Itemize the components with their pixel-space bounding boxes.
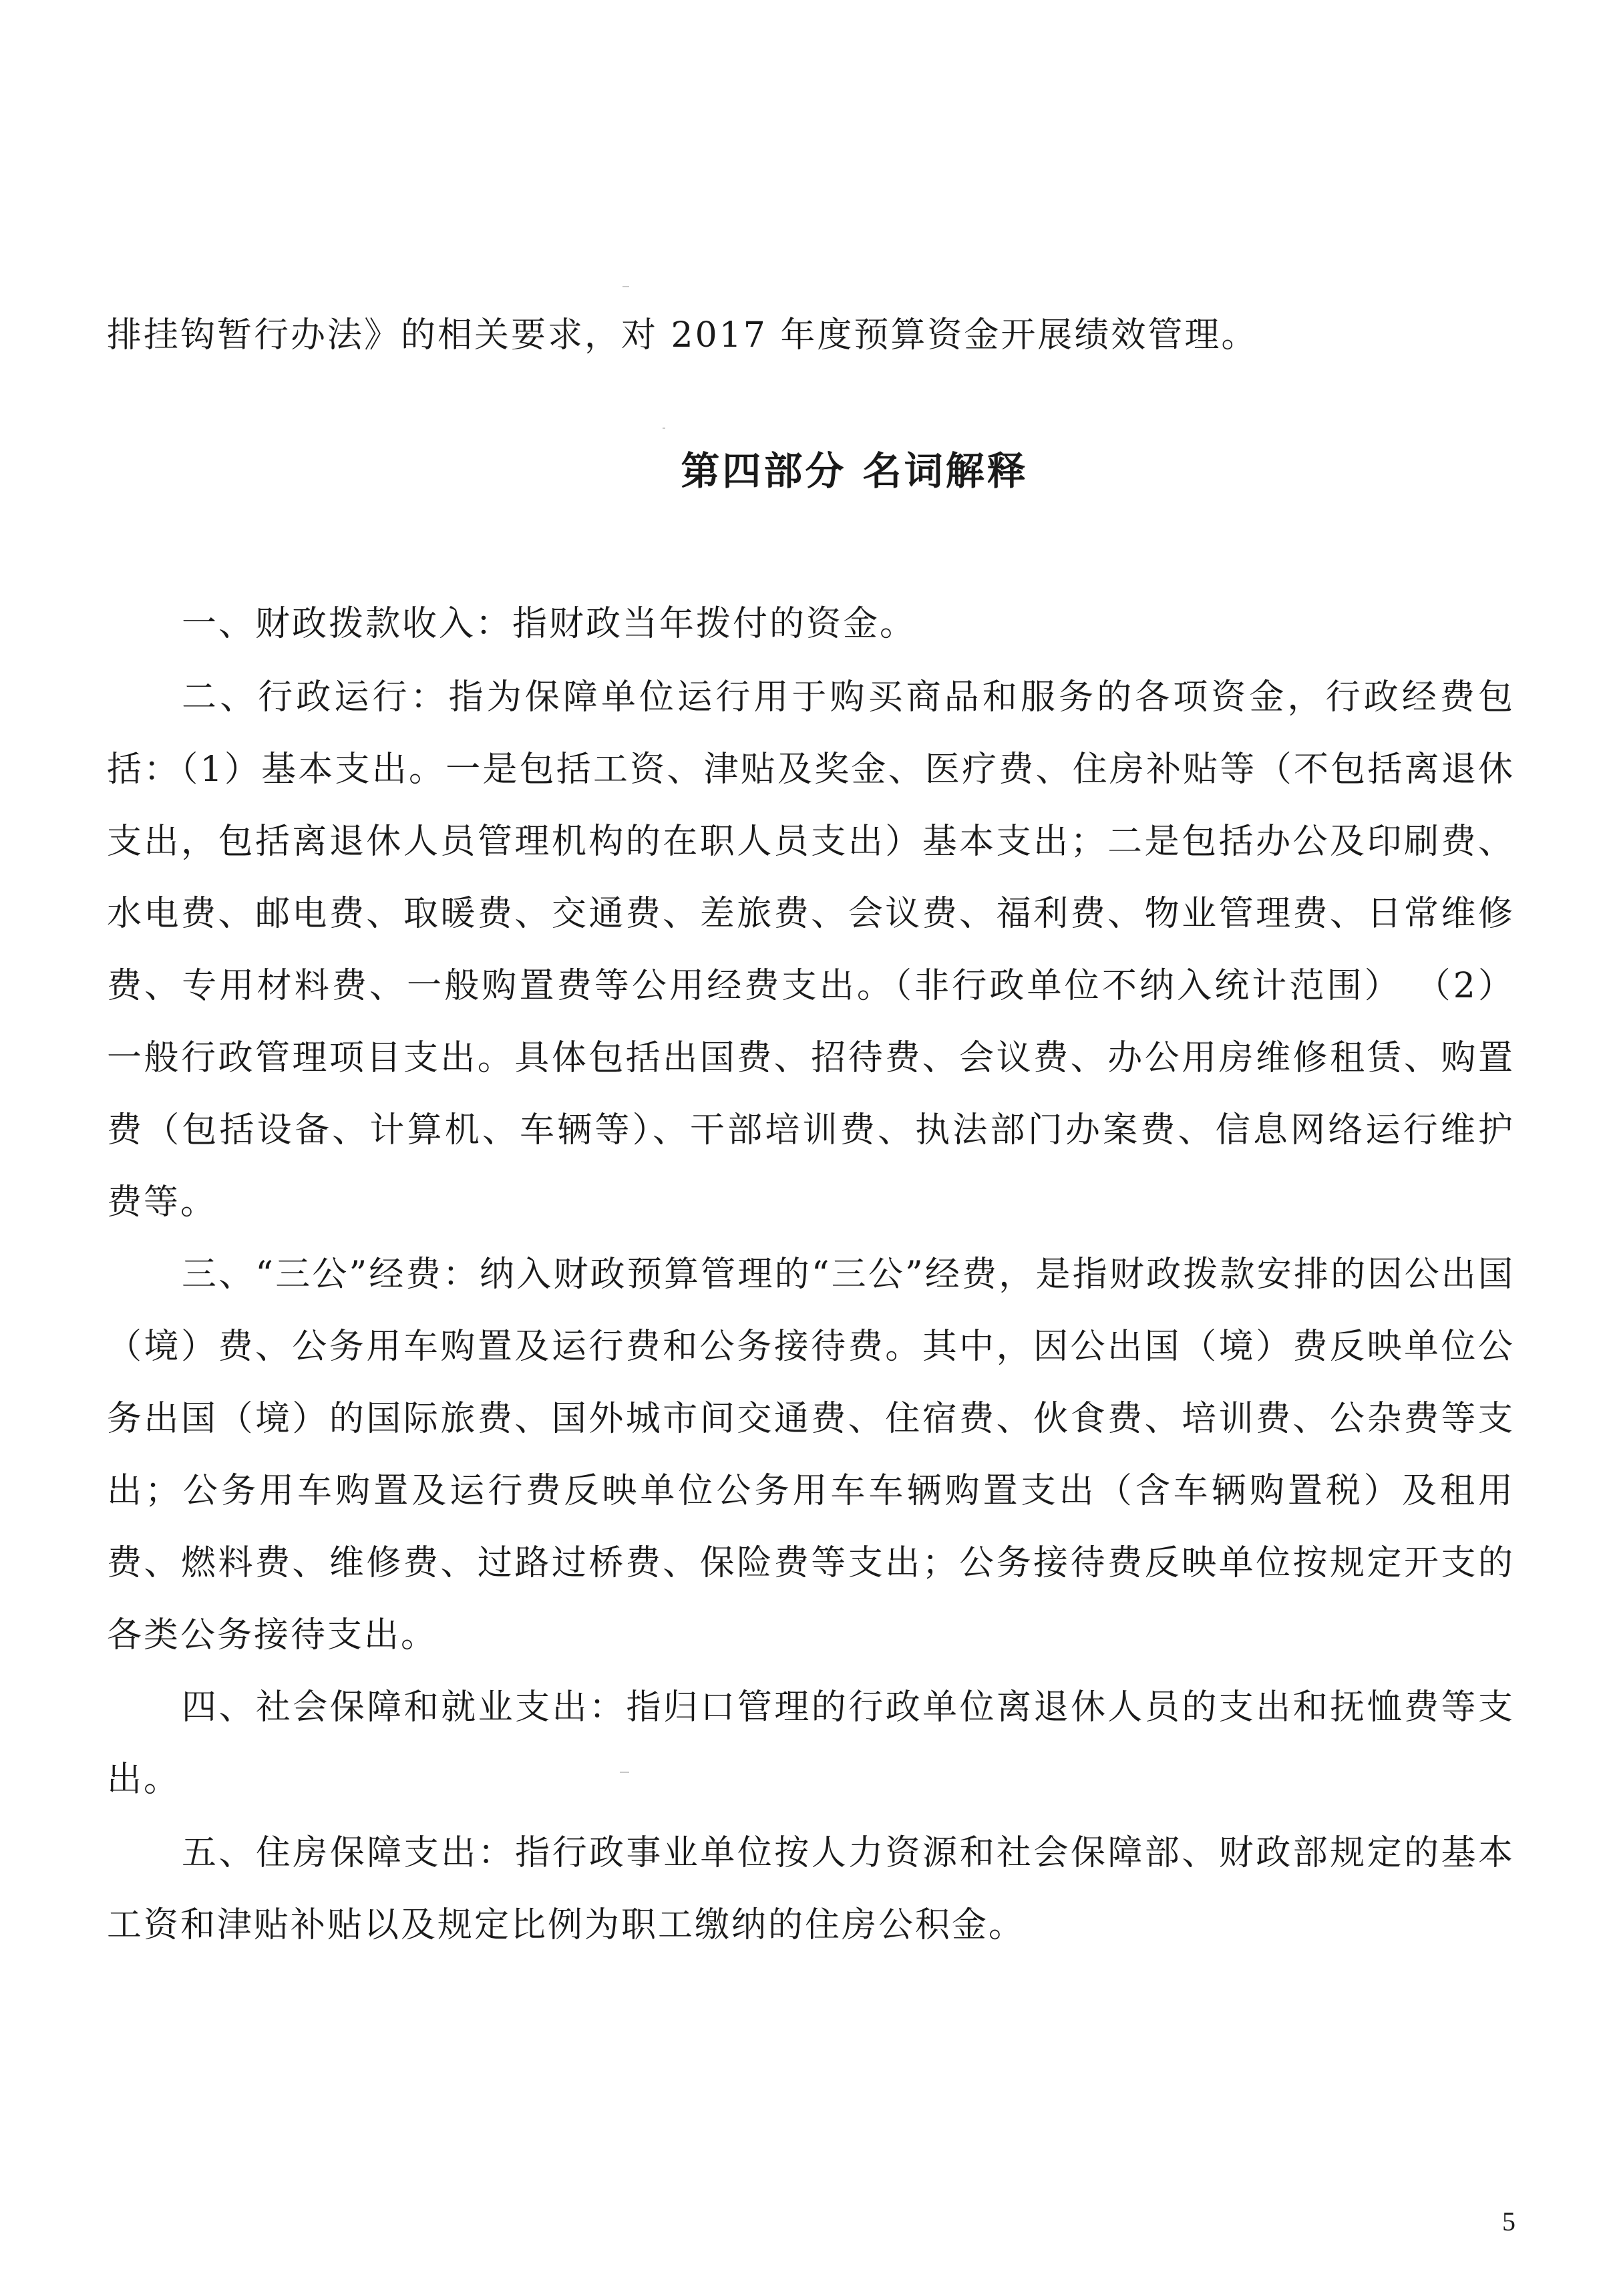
definition-paragraph-2: 二、行政运行：指为保障单位运行用于购买商品和服务的各项资金，行政经费包括：（1）基本支出。一是包括工资、津贴及奖金、医疗费、住房补贴等（不包括离退休支出，包括离退休人员管理机构的在职人员支出）基本支出；二是包括办公及印刷费、水电费、邮电费、取暖费、交通费、差旅费、会议费、福利费、物业管理费、日常维修费、专用材料费、一般购置费等公用经费支出。（非行政单位不纳入统计范围） （2）一般行政管理项目支出。具体包括出国费、招待费、会议费、办公用房维修租赁、购置费（包括设备、计算机、车辆等）、干部培训费、执法部门办案费、信息网络运行维护费等。 (107, 677, 1515, 1222)
definition-paragraph-5: 五、住房保障支出：指行政事业单位按人力资源和社会保障部、财政部规定的基本工资和津贴补贴以及规定比例为职工缴纳的住房公积金。 (107, 1833, 1515, 1945)
definition-paragraph-3: 三、“三公”经费：纳入财政预算管理的“三公”经费，是指财政拨款安排的因公出国（境）费、公务用车购置及运行费和公务接待费。其中，因公出国（境）费反映单位公务出国（境）的国际旅费、国外城市间交通费、住宿费、伙食费、培训费、公杂费等支出；公务用车购置及运行费反映单位公务用车车辆购置支出（含车辆购置税）及租用费、燃料费、维修费、过路过桥费、保险费等支出；公务接待费反映单位按规定开支的各类公务接待支出。 (107, 1255, 1515, 1655)
definition-paragraph-1: 一、财政拨款收入：指财政当年拨付的资金。 (182, 604, 917, 644)
intro-continuation: 排挂钩暂行办法》的相关要求，对 2017 年度预算资金开展绩效管理。 (107, 315, 1258, 355)
section-heading: 第四部分 名词解释 (681, 448, 1029, 494)
page-number: 5 (1502, 2206, 1515, 2237)
scan-speck (622, 286, 629, 287)
scan-speck (620, 1772, 629, 1773)
definition-paragraph-4: 四、社会保障和就业支出：指归口管理的行政单位离退休人员的支出和抚恤费等支出。 (107, 1687, 1515, 1800)
scan-speck (663, 428, 665, 429)
